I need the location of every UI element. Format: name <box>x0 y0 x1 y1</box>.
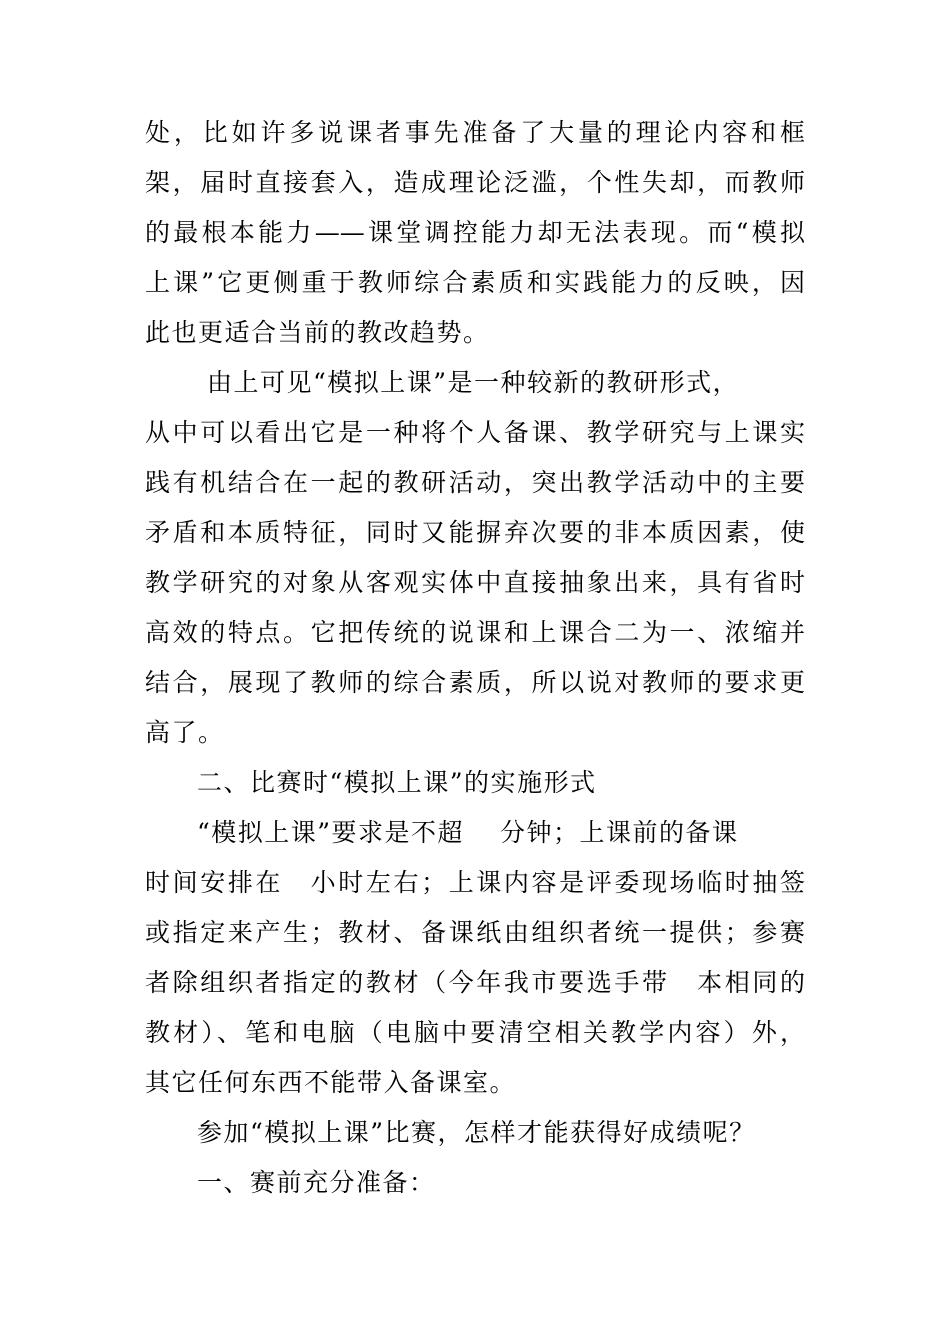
text-line: “模拟上课”要求是不超 分钟；上课前的备课 <box>197 818 739 847</box>
text-line: 架，届时直接套入，造成理论泛滥，个性失却，而教师 <box>145 168 805 197</box>
body-text <box>145 108 805 1208</box>
text-line: 时间安排在 小时左右；上课内容是评委现场临时抽签 <box>145 868 805 897</box>
text-line: 由上可见“模拟上课”是一种较新的教研形式， <box>207 368 740 397</box>
text-line: 此也更适合当前的教改趋势。 <box>145 318 490 347</box>
text-line: 矛盾和本质特征，同时又能摒弃次要的非本质因素，使 <box>145 518 805 547</box>
text-line: 其它任何东西不能带入备课室。 <box>145 1068 517 1097</box>
text-line: 结合，展现了教师的综合素质，所以说对教师的要求更 <box>145 668 805 697</box>
section-heading: 二、比赛时“模拟上课”的实施形式 <box>197 768 597 797</box>
text-line: 高效的特点。它把传统的说课和上课合二为一、浓缩并 <box>145 618 805 647</box>
text-line: 践有机结合在一起的教研活动，突出教学活动中的主要 <box>145 468 805 497</box>
text-line: 高了。 <box>145 718 225 747</box>
text-line: 参加“模拟上课”比赛，怎样才能获得好成绩呢？ <box>197 1118 756 1147</box>
text-line: 教材）、笔和电脑（电脑中要清空相关教学内容）外， <box>145 1018 805 1047</box>
text-line: 者除组织者指定的教材（今年我市要选手带 本相同的 <box>145 968 805 997</box>
text-line: 从中可以看出它是一种将个人备课、教学研究与上课实 <box>145 418 805 447</box>
text-line: 上课”它更侧重于教师综合素质和实践能力的反映，因 <box>145 268 805 297</box>
section-heading: 一、赛前充分准备： <box>197 1168 436 1197</box>
text-line: 处，比如许多说课者事先准备了大量的理论内容和框 <box>145 118 805 147</box>
text-line: 的最根本能力——课堂调控能力却无法表现。而“模拟 <box>145 218 805 247</box>
text-line: 教学研究的对象从客观实体中直接抽象出来，具有省时 <box>145 568 805 597</box>
text-line: 或指定来产生；教材、备课纸由组织者统一提供；参赛 <box>145 918 805 947</box>
